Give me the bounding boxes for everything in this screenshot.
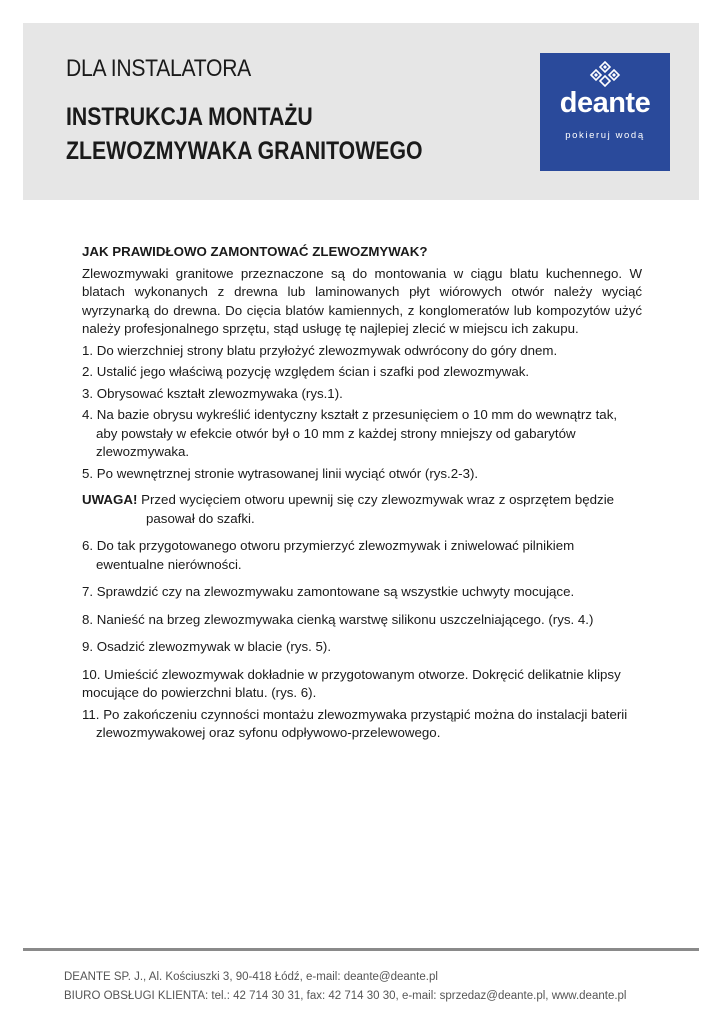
footer-divider <box>23 948 699 951</box>
page-title-line-2: ZLEWOZMYWAKA GRANITOWEGO <box>66 137 423 165</box>
step-6: 6. Do tak przygotowanego otworu przymierzyć zlewozmywak i zniwelować pilnikiem ewentualne nierówności. <box>82 538 575 572</box>
deante-logo <box>540 53 670 171</box>
step-7: 7. Sprawdzić czy na zlewozmywaku zamontowane są wszystkie uchwyty mocujące. <box>82 584 575 599</box>
step-8: 8. Nanieść na brzeg zlewozmywaka cienką warstwę silikonu uszczelniającego. (rys. 4.) <box>82 611 594 627</box>
instructions <box>82 243 642 743</box>
step-5: 5. Po wewnętrznej stronie wytrasowanej linii wyciąć otwór (rys.2-3). <box>82 465 479 481</box>
footer <box>64 968 626 1006</box>
warning-text: Przed wycięciem otworu upewnij się czy zlewozmywak wraz z osprzętem będzie pasował do szafki. <box>141 492 615 526</box>
step-10: 10. Umieścić zlewozmywak dokładnie w przygotowanym otworze. Dokręcić delikatnie klipsy mocujące do powierzchni blatu. (rys. 6). <box>82 666 621 700</box>
warning <box>82 491 642 528</box>
intro-paragraph: Zlewozmywaki granitowe przeznaczone są do montowania w ciągu blatu kuchennego. W blatach wykonanych z drewna lub laminowanych płyt wiórowych otwór należy wyciąć wyrzynarką do drewna. Do cięcia blatów kamiennych, z konglomeratów lub kompozytów użyć należy profesjonalnego sprzętu, stąd usługę tę najlepiej zlecić w miejscu ich zakupu. <box>82 265 642 336</box>
logo-tagline: pokieruj wodą <box>565 130 645 141</box>
step-11: 11. Po zakończeniu czynności montażu zlewozmywaka przystąpić można do instalacji baterii zlewozmywakowej oraz syfonu odpływowo-przelewowego. <box>82 706 628 740</box>
page-title-line-1: INSTRUKCJA MONTAŻU <box>66 103 313 131</box>
section-heading: JAK PRAWIDŁOWO ZAMONTOWAĆ ZLEWOZMYWAK? <box>82 244 428 259</box>
logo-name: deante <box>559 87 651 119</box>
step-9: 9. Osadzić zlewozmywak w blacie (rys. 5). <box>82 639 332 654</box>
step-2: 2. Ustalić jego właściwą pozycję względem ścian i szafki pod zlewozmywak. <box>82 364 530 379</box>
footer-address: DEANTE SP. J., Al. Kościuszki 3, 90-418 Łódź, e-mail: deante@deante.pl <box>64 971 438 983</box>
deante-logo-icon <box>588 61 622 87</box>
page-title <box>66 100 423 168</box>
header-band <box>23 23 699 200</box>
step-1: 1. Do wierzchniej strony blatu przyłożyć zlewozmywak odwrócony do góry dnem. <box>82 342 558 358</box>
header-subtitle: DLA INSTALATORA <box>66 55 252 82</box>
step-4: 4. Na bazie obrysu wykreślić identyczny kształt z przesunięciem o 10 mm do wewnątrz tak, aby powstały w efekcie otwór był o 10 mm z każdej strony mniejszy od gabarytów zlewozmywaka. <box>82 407 618 459</box>
warning-label: UWAGA! <box>82 492 138 507</box>
step-3: 3. Obrysować kształt zlewozmywaka (rys.1). <box>82 385 343 401</box>
footer-contact: BIURO OBSŁUGI KLIENTA: tel.: 42 714 30 31, fax: 42 714 30 30, e-mail: sprzedaz@deante.pl, www.deante.pl <box>64 990 627 1002</box>
